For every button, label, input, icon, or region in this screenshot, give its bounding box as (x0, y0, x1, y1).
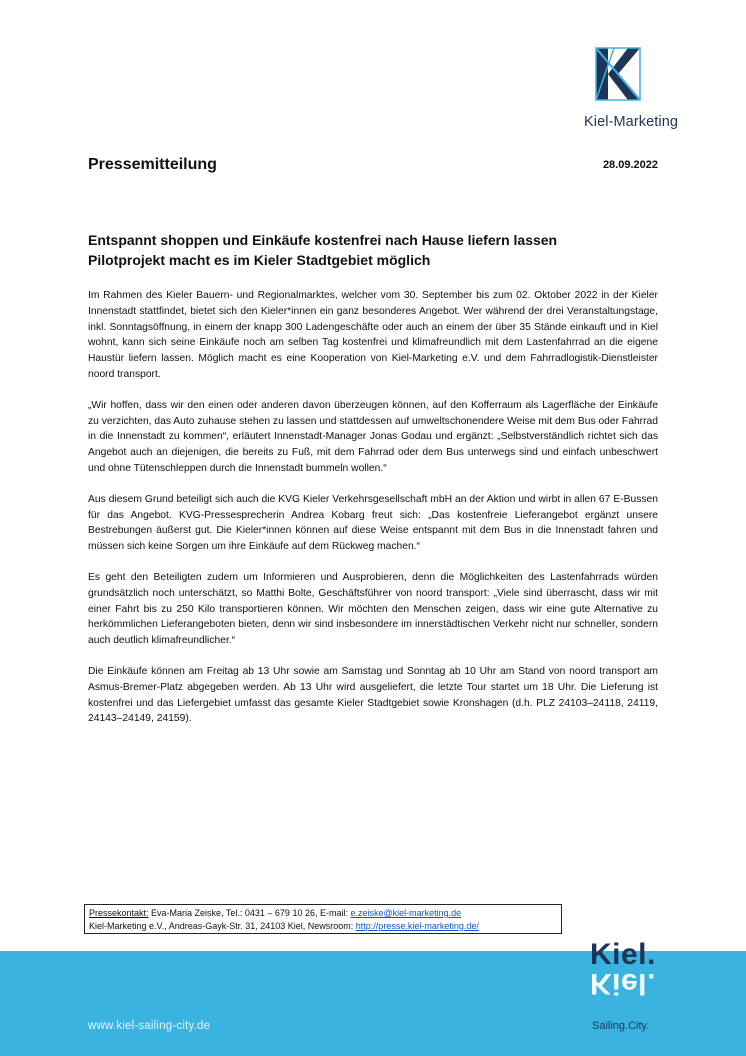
contact-label: Pressekontakt: (89, 908, 149, 918)
kiel-k-logo-icon (594, 46, 642, 102)
paragraph-4: Es geht den Beteiligten zudem um Informieren und Ausprobieren, denn die Möglichkeiten des Lastenfahrrads würden grundsätzlich noch unterschätzt, so Matthi Bolte, Geschäftsführer von noord transport: „Viele sind überrascht, dass wir mit einer Fahrt bis zu 250 Kilo transportieren können. Wir möchten den Menschen zeigen, dass wir eine gute Alternative zu herkömmlichen Lieferangeboten bieten, denn wir sind insbesondere im innerstädtischen Verkehr nicht nur schneller, sondern auch deutlich klimafreundlicher.“ (88, 571, 658, 647)
logo-tagline: Sailing.City. (592, 1020, 650, 1032)
press-contact-box (84, 904, 562, 934)
page-title: Pressemitteilung (88, 156, 217, 173)
contact-address: Kiel-Marketing e.V., Andreas-Gayk-Str. 31, 24103 Kiel, Newsroom: (89, 920, 356, 931)
logo-text: Kiel-Marketing (584, 114, 679, 130)
paragraph-1: Im Rahmen des Kieler Bauern- und Regionalmarktes, welcher vom 30. September bis zum 02. Oktober 2022 in der Kieler Innenstadt stattfindet, bietet sich den Kieler*innen ein ganz besonderes Angebot. Wer während der drei Veranstaltungstage, inkl. Sonntagsöffnung, in einem der knapp 300 Ladengeschäfte oder auch an einem der über 35 Stände einkauft und in Kiel wohnt, kann sich seine Einkäufe noch am selben Tag kostenfrei und klimafreundlich mit dem Lastenfahrrad an die eigene Haustür liefern lassen. Möglich macht es eine Kooperation von Kiel-Marketing e.V. und dem Fahrradlogistik-Dienstleister noord transport. (88, 290, 658, 380)
contact-line-1 (89, 907, 557, 920)
kiel-logo-mirror: Kiel. (590, 967, 656, 1000)
headline-line-2: Pilotprojekt macht es im Kieler Stadtgebiet möglich (88, 252, 431, 268)
press-date: 28.09.2022 (602, 159, 658, 171)
paragraph-3: Aus diesem Grund beteiligt sich auch die KVG Kieler Verkehrsgesellschaft mbH an der Aktion und wirbt in allen 67 E-Bussen für das Angebot. KVG-Pressesprecherin Andrea Kobarg freut sich: „Das kostenfreie Lieferangebot ergänzt unsere Bestrebungen äußerst gut. Die Kieler*innen können auf diese Weise entspannt mit dem Bus in die Innenstadt fahren und müssen sich keine Sorgen um ihre Einkäufe auf dem Rückweg machen.“ (88, 493, 658, 553)
body-text (88, 288, 658, 742)
contact-line-2 (89, 920, 557, 933)
newsroom-link[interactable]: http://presse.kiel-marketing.de/ (355, 920, 479, 931)
email-link[interactable]: e.zeiske@kiel-marketing.de (350, 908, 462, 918)
paragraph-2: „Wir hoffen, dass wir den einen oder anderen davon überzeugen können, auf den Kofferraum als Lagerfläche der Einkäufe zu verzichten, das Auto zuhause stehen zu lassen und stattdessen auf umweltschonendere Weise mit dem Bus oder Fahrrad in die Innenstadt zu kommen“, erläutert Innenstadt-Manager Jonas Godau und ergänzt: „Selbstverständlich richtet sich das Angebot auch an diejenigen, die bereits zu Fuß, mit dem Fahrrad oder dem Bus unterwegs sind und einfach unbeschwert und ohne Tütenschleppen durch die Innenstadt bummeln wollen.“ (88, 399, 658, 474)
kiel-logo-word: Kiel. (590, 938, 656, 971)
paragraph-5: Die Einkäufe können am Freitag ab 13 Uhr sowie am Samstag und Sonntag ab 10 Uhr am Stand von noord transport am Asmus-Bremer-Platz abgegeben werden. Ab 13 Uhr wird ausgeliefert, die letzte Tour startet um 18 Uhr. Die Lieferung ist kostenfrei und das Liefergebiet umfasst das gesamte Kieler Stadtgebiet sowie Kronshagen (d.h. PLZ 24103–24118, 24119, 24143–24149, 24159). (88, 665, 658, 725)
kiel-sailing-city-logo (578, 940, 688, 1040)
headline (88, 230, 658, 270)
headline-line-1: Entspannt shoppen und Einkäufe kostenfrei nach Hause liefern lassen (88, 232, 558, 248)
contact-details: Eva-Maria Zeiske, Tel.: 0431 – 679 10 26, E-mail: (148, 908, 351, 918)
footer-url[interactable]: www.kiel-sailing-city.de (88, 1020, 211, 1032)
